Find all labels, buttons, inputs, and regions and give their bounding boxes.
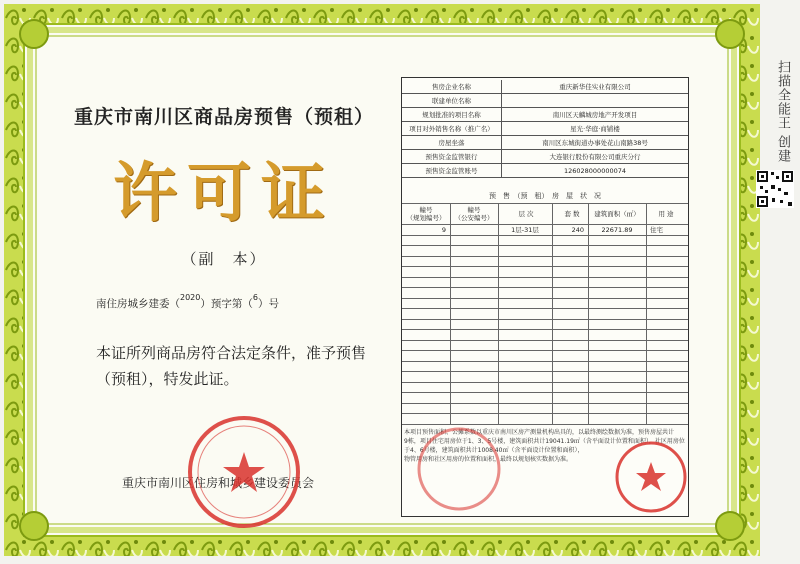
info-row-value: 大连银行股份有限公司重庆分行 [549,153,641,161]
info-row-label: 联建单位名称 [402,94,502,107]
note-line: 物管用房和社区用房的位置和面积，最终以规划核实数据为准。 [404,456,573,463]
ref-number: 6 [252,293,258,302]
sale-cell-units: 240 [571,226,584,234]
header-floors: 层 次 [518,210,534,218]
table-column-line [498,203,499,424]
certificate-sheet [4,4,760,556]
info-row-value: 126028000000074 [563,167,627,175]
info-row [402,80,688,94]
table-column-line [646,203,647,424]
info-row-value: 星光·华庭·商铺楼 [570,125,620,133]
note-line: 本项目预售面积、公摊系数以重庆市南川区房产测量机构出具的，以最终测绘数据为准，预售房屋共计 [404,429,675,436]
info-row-label: 预售资金监管账号 [402,164,502,177]
info-row-value: 南川区天麟城房地产开发项目 [552,111,638,119]
ref-prefix: 南住房城乡建委 [96,298,170,310]
table-column-line [588,203,589,424]
info-row-value [504,94,686,107]
info-row-label: 预售资金监管银行 [402,150,502,163]
official-seal-left [184,412,304,532]
info-row-label: 房屋坐落 [402,136,502,149]
header-area: 建筑面积（㎡） [594,210,640,218]
info-row [402,136,688,150]
table-column-line [552,203,553,424]
copy-label: （副 本） [181,250,267,268]
info-row [402,122,688,136]
header-building-no: 幢号 （规划编号） [406,206,446,222]
scanner-watermark-text: 扫描全能王 创建 [775,60,790,164]
sale-cell-floors: 1层-31层 [511,226,539,234]
ref-suffix: ）号 [257,298,279,310]
reference-number-line: 南住房城乡建委（$^{2020}$）预字第（$^6$）号 [96,293,279,310]
ref-year: 2020 [180,293,201,302]
info-row [402,108,688,122]
info-row [402,164,688,178]
certificate-statement: 本证所列商品房符合法定条件，准予预售（预租），特发此证。 [96,344,367,388]
sale-section-title: 预 售 （预 租） 房 屋 状 况 [489,192,601,200]
official-seal-right [612,438,690,516]
certificate-title-line: 重庆市南川区商品房预售（预租） [73,106,374,128]
info-row-value: 南川区东城街道办事处花山南路38号 [542,139,648,147]
info-row [402,150,688,164]
header-unit-no: 幢号 （公安编号） [454,206,494,222]
official-seal-middle [414,424,504,514]
header-units: 套 数 [564,210,580,218]
sale-cell-area: 22671.89 [601,226,633,234]
info-row-value: 重庆新华佳实业有限公司 [559,83,631,91]
sale-cell-use: 住宅 [650,226,663,234]
info-row-label: 售房企业名称 [402,80,502,93]
certificate-main-title: 许可证 [113,156,335,231]
sale-cell-building-no: 9 [441,226,446,234]
header-use: 用 途 [658,210,674,218]
table-column-line [450,203,451,424]
info-row [402,94,688,108]
info-row-label: 项目对外销售名称（推广名） [402,122,502,135]
qr-code-icon [756,170,794,208]
info-row-label: 规划批准的项目名称 [402,108,502,121]
ref-middle: ）预字第（ [200,298,253,310]
issuing-authority: 重庆市南川区住房和城乡建设委员会 [122,476,315,490]
note-line: 9栋，项目住宅用房位于1、3、5号楼，建筑面积共计19041.19㎡（含平面设计位置和面积），社区用房位于4、6号楼，建筑面积共计1008.40㎡（含平面设计位置和面积）， [404,438,685,454]
